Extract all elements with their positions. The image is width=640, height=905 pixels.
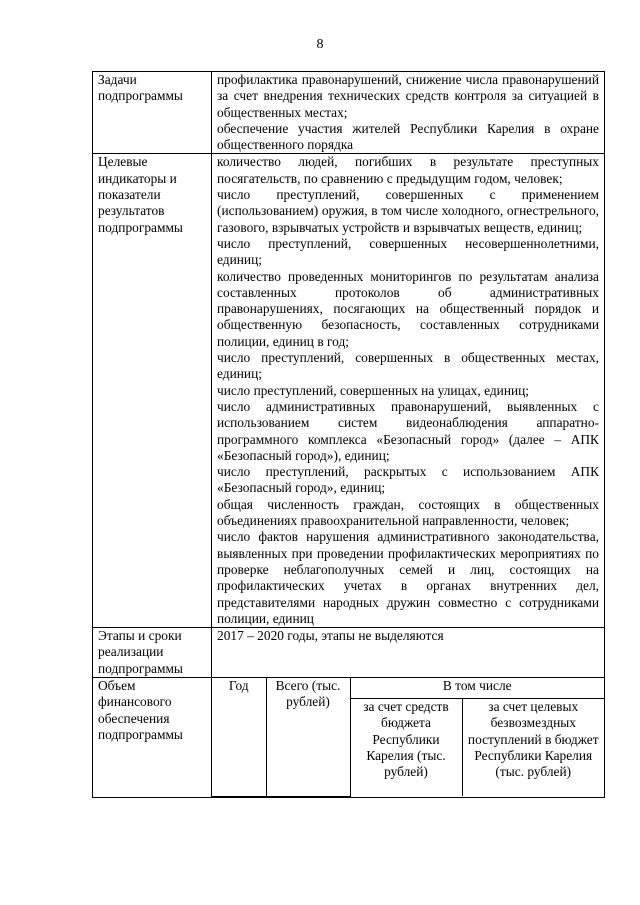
row-content-stages [212, 628, 605, 678]
header-year: Год [212, 678, 266, 797]
row-content-tasks [212, 72, 605, 154]
header-total: Всего (тыс. рублей) [266, 678, 350, 797]
page-number: 8 [316, 37, 324, 52]
subprogram-passport-table [92, 71, 605, 798]
financing-table [212, 678, 604, 797]
row-label-indicators: Целевые индикаторы и показатели результатов подпрограммы [93, 154, 212, 628]
header-budget: за счет средств бюджета Республики Карелия (тыс. рублей) [350, 699, 462, 797]
financing-cell [212, 677, 605, 797]
paragraph: число фактов нарушения административного законодательства, выявленных при проведении профилактических мероприятиях по проверке неблагополучных семей и лиц, состоящих на профилактических учетах в органах внутренних дел, представителями народных дружин совместно с сотрудниками полиции, единиц [217, 529, 599, 626]
paragraph: число преступлений, совершенных в общественных местах, единиц; [217, 350, 599, 382]
paragraph: число преступлений, совершенных несовершеннолетними, единиц; [217, 235, 599, 268]
table-row [93, 677, 605, 797]
paragraph: число преступлений, совершенных на улицах, единиц; [217, 382, 530, 398]
paragraph: профилактика правонарушений, снижение числа правонарушений за счет внедрения технических средств контроля за ситуацией в общественных местах; [217, 72, 599, 120]
paragraph: обеспечение участия жителей Республики Карелия в охране общественного порядка [217, 120, 599, 153]
paragraph: количество проведенных мониторингов по результатам анализа составленных протоколов об административных правонарушениях, посягающих на общественный порядок и общественную безопасность, составленных сотрудниками полиции, единиц в год; [217, 268, 599, 349]
paragraph: количество людей, погибших в результате преступных посягательств, по сравнению с предыдущим годом, человек; [217, 154, 599, 186]
table-row [93, 154, 605, 628]
row-label-tasks: Задачи подпрограммы [93, 72, 212, 154]
table-row [93, 628, 605, 678]
header-grants: за счет целевых безвозмездных поступлений в бюджет Республики Карелия (тыс. рублей) [462, 699, 604, 797]
paragraph: общая численность граждан, состоящих в общественных объединениях правоохранительной направленности, человек; [217, 496, 599, 529]
row-label-financing: Объем финансового обеспечения подпрограммы [93, 677, 212, 797]
paragraph: число преступлений, раскрытых с использованием АПК «Безопасный город», единиц; [217, 464, 599, 496]
paragraph: число административных правонарушений, выявленных с использованием систем видеонаблюдения аппаратно-программного комплекса «Безопасный город» (далее – АПК «Безопасный город»), единиц; [217, 398, 599, 463]
paragraph: 2017 – 2020 годы, этапы не выделяются [217, 628, 444, 644]
table-row [93, 72, 605, 154]
header-including: В том числе [350, 678, 604, 699]
row-content-indicators [212, 154, 605, 628]
table-row [212, 678, 604, 699]
paragraph: число преступлений, совершенных с применением (использованием) оружия, в том числе холодного, огнестрельного, газового, взрывчатых устройств и взрывчатых веществ, единиц; [217, 187, 599, 235]
row-label-stages: Этапы и сроки реализации подпрограммы [93, 628, 212, 678]
